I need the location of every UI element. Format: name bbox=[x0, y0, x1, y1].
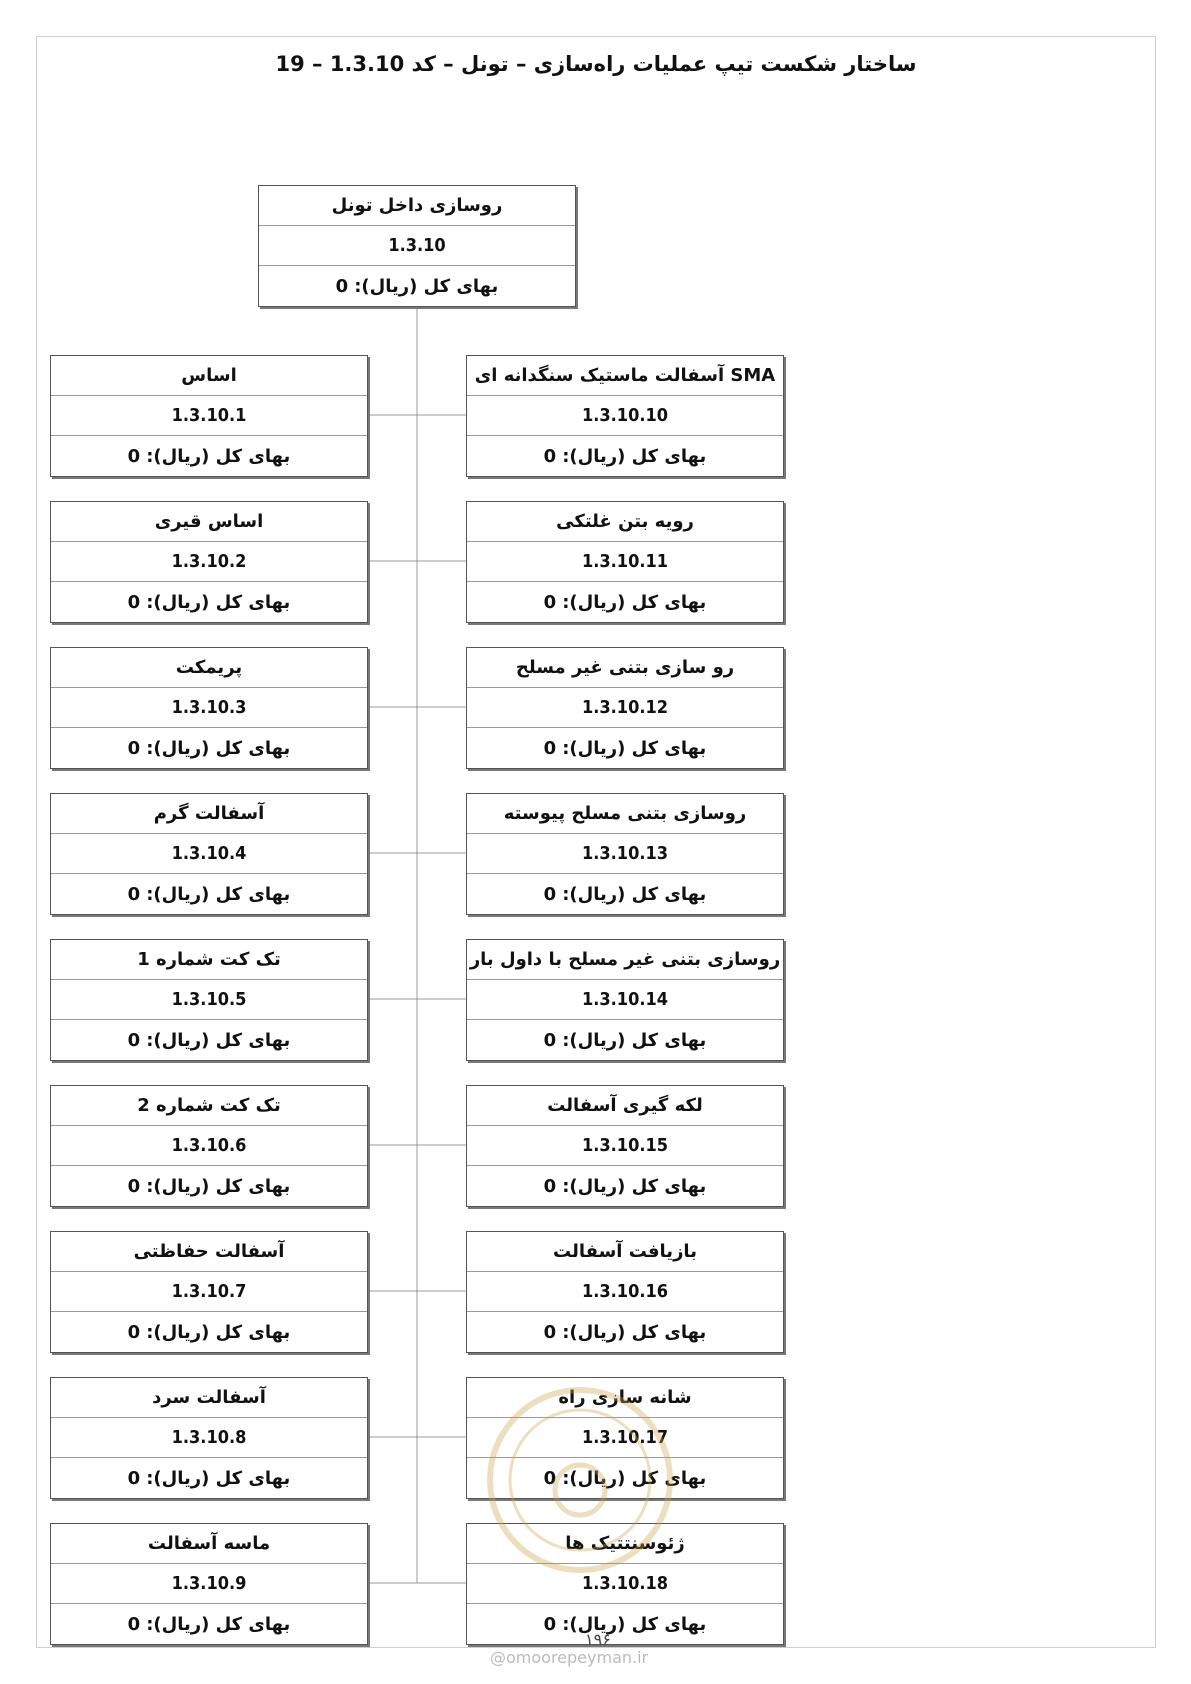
node-title: تک کت شماره 2 bbox=[51, 1086, 367, 1126]
root-node bbox=[258, 185, 576, 307]
node-code: 1.3.10.7 bbox=[51, 1272, 367, 1312]
node-price bbox=[467, 1166, 783, 1206]
node-code: 1.3.10.13 bbox=[467, 834, 783, 874]
node-price bbox=[51, 728, 367, 768]
node-title: روسازی داخل تونل bbox=[259, 186, 575, 226]
wbs-node-right bbox=[466, 793, 784, 915]
price-value: 0 bbox=[543, 1613, 557, 1635]
price-label: بهای کل (ریال): bbox=[354, 275, 499, 297]
node-code: 1.3.10.5 bbox=[51, 980, 367, 1020]
wbs-node-left bbox=[50, 939, 368, 1061]
wbs-node-right bbox=[466, 647, 784, 769]
price-label: بهای کل (ریال): bbox=[146, 883, 291, 905]
price-value: 0 bbox=[127, 1321, 141, 1343]
price-value: 0 bbox=[543, 883, 557, 905]
price-label: بهای کل (ریال): bbox=[146, 737, 291, 759]
wbs-node-right bbox=[466, 355, 784, 477]
node-code: 1.3.10.16 bbox=[467, 1272, 783, 1312]
node-code: 1.3.10.10 bbox=[467, 396, 783, 436]
node-price bbox=[467, 1312, 783, 1352]
price-label: بهای کل (ریال): bbox=[146, 1613, 291, 1635]
wbs-node-left bbox=[50, 355, 368, 477]
price-value: 0 bbox=[543, 1321, 557, 1343]
node-price bbox=[51, 436, 367, 476]
wbs-node-right bbox=[466, 1085, 784, 1207]
node-code: 1.3.10.6 bbox=[51, 1126, 367, 1166]
price-value: 0 bbox=[335, 275, 349, 297]
node-title: رویه بتن غلتکی bbox=[467, 502, 783, 542]
node-code: 1.3.10.15 bbox=[467, 1126, 783, 1166]
node-title: SMA آسفالت ماستیک سنگدانه ای bbox=[467, 356, 783, 396]
price-value: 0 bbox=[543, 445, 557, 467]
node-price bbox=[51, 582, 367, 622]
watermark-seal-icon bbox=[480, 1380, 680, 1580]
price-label: بهای کل (ریال): bbox=[562, 1467, 707, 1489]
wbs-node-left bbox=[50, 501, 368, 623]
node-price bbox=[467, 582, 783, 622]
price-label: بهای کل (ریال): bbox=[562, 445, 707, 467]
node-code: 1.3.10.3 bbox=[51, 688, 367, 728]
node-title: شانه سازی راه bbox=[467, 1378, 783, 1418]
wbs-node-right bbox=[466, 501, 784, 623]
wbs-node-left bbox=[50, 1377, 368, 1499]
price-value: 0 bbox=[127, 883, 141, 905]
price-label: بهای کل (ریال): bbox=[562, 1175, 707, 1197]
node-title: ژئوسنتتیک ها bbox=[467, 1524, 783, 1564]
price-value: 0 bbox=[127, 445, 141, 467]
node-title: روسازی بتنی مسلح پیوسته bbox=[467, 794, 783, 834]
node-price bbox=[259, 266, 575, 306]
price-value: 0 bbox=[127, 1613, 141, 1635]
price-value: 0 bbox=[127, 1175, 141, 1197]
node-title: بازیافت آسفالت bbox=[467, 1232, 783, 1272]
watermark-text: @omoorepeyman.ir bbox=[490, 1648, 649, 1667]
price-label: بهای کل (ریال): bbox=[562, 883, 707, 905]
price-label: بهای کل (ریال): bbox=[146, 1321, 291, 1343]
node-price bbox=[467, 728, 783, 768]
price-label: بهای کل (ریال): bbox=[562, 1613, 707, 1635]
price-label: بهای کل (ریال): bbox=[146, 1467, 291, 1489]
node-title: آسفالت گرم bbox=[51, 794, 367, 834]
node-code: 1.3.10.11 bbox=[467, 542, 783, 582]
node-price bbox=[467, 1020, 783, 1060]
node-price bbox=[467, 1604, 783, 1644]
node-title: اساس bbox=[51, 356, 367, 396]
page-number: ۱۹۶ bbox=[585, 1630, 611, 1649]
node-code: 1.3.10.9 bbox=[51, 1564, 367, 1604]
node-code: 1.3.10.2 bbox=[51, 542, 367, 582]
node-code: 1.3.10.8 bbox=[51, 1418, 367, 1458]
node-price bbox=[467, 436, 783, 476]
node-title: آسفالت سرد bbox=[51, 1378, 367, 1418]
node-price bbox=[51, 1604, 367, 1644]
node-code: 1.3.10.4 bbox=[51, 834, 367, 874]
node-title: پریمکت bbox=[51, 648, 367, 688]
page-title: ساختار شکست تیپ عملیات راه‌سازی – تونل – کد 1.3.10 – 19 bbox=[275, 52, 917, 76]
node-title: لکه گیری آسفالت bbox=[467, 1086, 783, 1126]
node-code: 1.3.10.17 bbox=[467, 1418, 783, 1458]
wbs-node-left bbox=[50, 1085, 368, 1207]
price-label: بهای کل (ریال): bbox=[146, 1175, 291, 1197]
node-price bbox=[467, 874, 783, 914]
wbs-node-left bbox=[50, 1231, 368, 1353]
price-value: 0 bbox=[543, 1467, 557, 1489]
price-value: 0 bbox=[543, 1175, 557, 1197]
node-code: 1.3.10 bbox=[259, 226, 575, 266]
wbs-node-left bbox=[50, 793, 368, 915]
price-label: بهای کل (ریال): bbox=[562, 1321, 707, 1343]
price-value: 0 bbox=[543, 1029, 557, 1051]
node-title: روسازی بتنی غیر مسلح با داول بار bbox=[467, 940, 783, 980]
node-price bbox=[51, 874, 367, 914]
price-label: بهای کل (ریال): bbox=[562, 1029, 707, 1051]
price-value: 0 bbox=[543, 591, 557, 613]
price-label: بهای کل (ریال): bbox=[146, 445, 291, 467]
price-value: 0 bbox=[127, 737, 141, 759]
price-value: 0 bbox=[127, 1029, 141, 1051]
node-title: ماسه آسفالت bbox=[51, 1524, 367, 1564]
node-price bbox=[51, 1458, 367, 1498]
price-label: بهای کل (ریال): bbox=[562, 591, 707, 613]
wbs-node-left bbox=[50, 647, 368, 769]
price-value: 0 bbox=[543, 737, 557, 759]
node-code: 1.3.10.18 bbox=[467, 1564, 783, 1604]
node-title: رو سازی بتنی غیر مسلح bbox=[467, 648, 783, 688]
wbs-node-right bbox=[466, 1231, 784, 1353]
node-price bbox=[51, 1020, 367, 1060]
node-title: تک کت شماره 1 bbox=[51, 940, 367, 980]
wbs-node-left bbox=[50, 1523, 368, 1645]
price-value: 0 bbox=[127, 591, 141, 613]
price-label: بهای کل (ریال): bbox=[562, 737, 707, 759]
price-value: 0 bbox=[127, 1467, 141, 1489]
node-price bbox=[51, 1166, 367, 1206]
node-title: اساس قیری bbox=[51, 502, 367, 542]
node-code: 1.3.10.1 bbox=[51, 396, 367, 436]
node-code: 1.3.10.12 bbox=[467, 688, 783, 728]
node-title: آسفالت حفاظتی bbox=[51, 1232, 367, 1272]
price-label: بهای کل (ریال): bbox=[146, 591, 291, 613]
node-code: 1.3.10.14 bbox=[467, 980, 783, 1020]
wbs-node-right bbox=[466, 939, 784, 1061]
node-price bbox=[51, 1312, 367, 1352]
price-label: بهای کل (ریال): bbox=[146, 1029, 291, 1051]
